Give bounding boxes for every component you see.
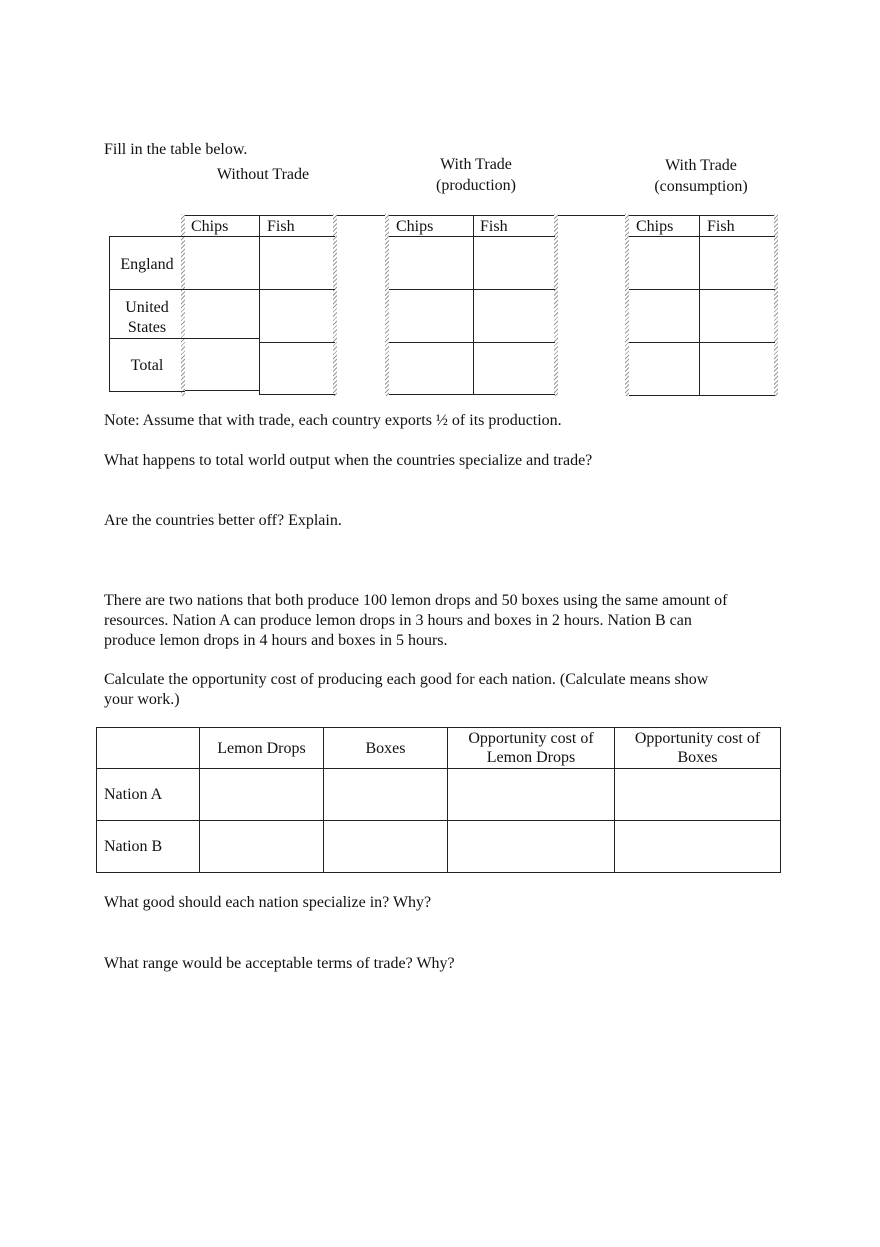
header-cell-empty [97, 728, 200, 769]
instruction-text: Fill in the table below. [104, 141, 248, 158]
table-rule [185, 215, 777, 216]
col-header-chips: Chips [636, 218, 674, 235]
table-rule [389, 289, 555, 290]
table-rule [185, 236, 335, 237]
table-rule [185, 338, 260, 339]
header-line: Opportunity cost of [634, 730, 761, 747]
header-opp-cost-boxes [615, 728, 781, 769]
header-with-trade-production [406, 154, 546, 196]
row-label-england: England [120, 256, 174, 273]
table-rule [109, 236, 185, 237]
header-lemon-drops: Lemon Drops [200, 728, 324, 769]
table-rule [699, 216, 700, 396]
paragraph-line: There are two nations that both produce 100 lemon drops and 50 boxes using the same amount of [104, 592, 728, 609]
table-rule [109, 289, 185, 290]
column-separator [385, 214, 389, 396]
col-header-fish: Fish [267, 218, 295, 235]
note-text: Note: Assume that with trade, each country exports ½ of its production. [104, 412, 562, 429]
header-line: Boxes [677, 749, 718, 766]
column-separator [774, 214, 778, 396]
header-line: (production) [436, 177, 516, 194]
answer-cell[interactable] [448, 821, 615, 873]
table-rule [389, 394, 555, 395]
table-rule [259, 394, 335, 395]
scenario-paragraph [104, 591, 784, 651]
opportunity-cost-table [96, 727, 781, 873]
header-with-trade-consumption [631, 155, 771, 197]
table-rule [185, 289, 335, 290]
table-rule [259, 342, 335, 343]
row-label-nation-a: Nation A [97, 769, 200, 821]
table-rule [629, 342, 775, 343]
table-header-row [97, 728, 781, 769]
column-separator [625, 214, 629, 396]
col-header-chips: Chips [396, 218, 434, 235]
table-rule [185, 390, 260, 391]
row-label-united-states [109, 298, 185, 338]
question-terms: What range would be acceptable terms of trade? Why? [104, 955, 455, 972]
table-rule [629, 289, 775, 290]
table-row [97, 821, 781, 873]
header-without-trade: Without Trade [216, 166, 310, 183]
question-world-output: What happens to total world output when the countries specialize and trade? [104, 452, 593, 469]
answer-cell[interactable] [448, 769, 615, 821]
paragraph-line: resources. Nation A can produce lemon drops in 3 hours and boxes in 2 hours. Nation B can [104, 612, 692, 629]
row-label-total: Total [130, 357, 164, 374]
header-line: With Trade [440, 156, 512, 173]
question-specialize: What good should each nation specialize in? Why? [104, 894, 432, 911]
answer-cell[interactable] [615, 769, 781, 821]
col-header-chips: Chips [191, 218, 229, 235]
header-line: With Trade [665, 157, 737, 174]
table-rule [389, 342, 555, 343]
table-rule [473, 216, 474, 395]
header-line: (consumption) [654, 178, 748, 195]
table-rule [109, 338, 185, 339]
table-row [97, 769, 781, 821]
header-opp-cost-lemon-drops [448, 728, 615, 769]
answer-cell[interactable] [324, 769, 448, 821]
header-line: Lemon Drops [486, 749, 576, 766]
calc-instruction [104, 670, 784, 710]
row-label-nation-b: Nation B [97, 821, 200, 873]
table-rule [389, 236, 555, 237]
paragraph-line: Calculate the opportunity cost of producing each good for each nation. (Calculate means show [104, 671, 709, 688]
answer-cell[interactable] [324, 821, 448, 873]
row-label-line: United [125, 299, 169, 316]
header-boxes: Boxes [324, 728, 448, 769]
row-label-line: States [127, 319, 167, 336]
paragraph-line: your work.) [104, 691, 180, 708]
table-rule [629, 395, 775, 396]
table-rule [629, 236, 775, 237]
question-better-off: Are the countries better off? Explain. [104, 512, 342, 529]
answer-cell[interactable] [200, 821, 324, 873]
answer-cell[interactable] [615, 821, 781, 873]
column-separator [554, 214, 558, 396]
col-header-fish: Fish [480, 218, 508, 235]
header-line: Opportunity cost of [468, 730, 594, 747]
answer-cell[interactable] [200, 769, 324, 821]
column-separator [333, 214, 337, 396]
col-header-fish: Fish [707, 218, 735, 235]
table-rule [259, 216, 260, 395]
table-rule [109, 391, 185, 392]
paragraph-line: produce lemon drops in 4 hours and boxes in 5 hours. [104, 632, 448, 649]
